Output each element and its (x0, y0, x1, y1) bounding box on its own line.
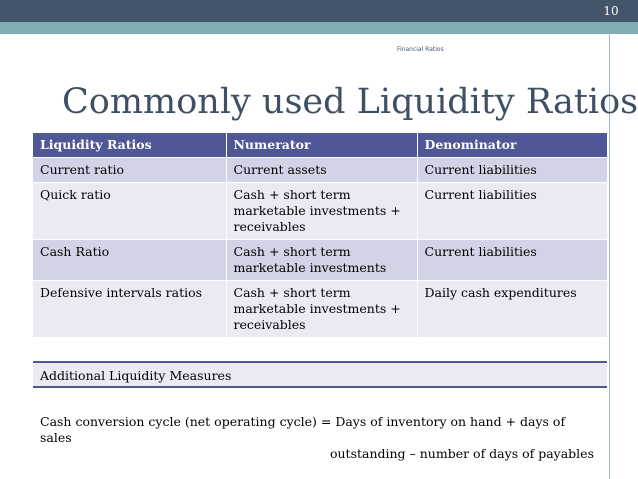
table-cell: Current liabilities (417, 182, 607, 239)
table-cell: Current liabilities (417, 239, 607, 280)
table-row (33, 182, 607, 239)
slide-title: Commonly used Liquidity Ratios (62, 82, 638, 122)
top-banner (0, 0, 638, 22)
accent-stripe (0, 22, 582, 34)
table-cell: Cash + short term marketable investments + receivables (226, 182, 417, 239)
header-note: Financial Ratios (397, 46, 444, 53)
table-cell: Current assets (226, 157, 417, 182)
ccc-line-2: outstanding – number of days of payables (329, 446, 594, 461)
table-cell: Current liabilities (417, 157, 607, 182)
ccc-line-1: Cash conversion cycle (net operating cycle) = Days of inventory on hand + days of sales (40, 414, 566, 445)
column-header: Denominator (417, 133, 607, 157)
table-header-row (33, 133, 607, 157)
table-row (33, 157, 607, 182)
page-number: 10 (603, 4, 619, 18)
additional-measures-label: Additional Liquidity Measures (40, 368, 232, 383)
column-header: Numerator (226, 133, 417, 157)
table-cell: Cash + short term marketable investments + receivables (226, 280, 417, 337)
additional-measures-bar (33, 361, 607, 388)
table-cell: Quick ratio (33, 182, 226, 239)
table-cell: Daily cash expenditures (417, 280, 607, 337)
table-cell: Defensive intervals ratios (33, 280, 226, 337)
column-header: Liquidity Ratios (33, 133, 226, 157)
table-cell: Cash Ratio (33, 239, 226, 280)
table-cell: Cash + short term marketable investments (226, 239, 417, 280)
cash-conversion-cycle-text (40, 414, 600, 462)
table-row (33, 239, 607, 280)
liquidity-ratios-table (33, 133, 607, 337)
table-row (33, 280, 607, 337)
table-cell: Current ratio (33, 157, 226, 182)
